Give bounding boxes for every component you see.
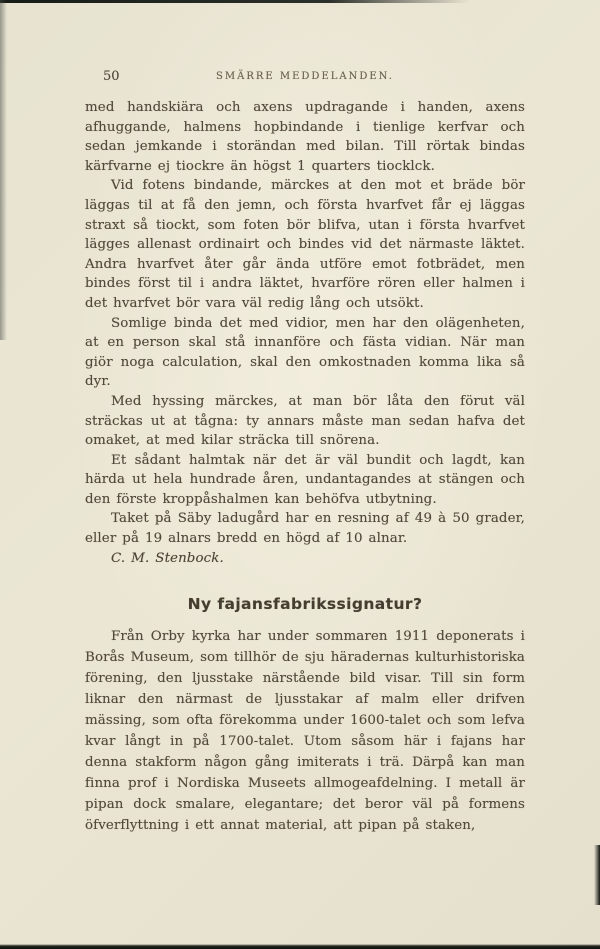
paragraph: Somlige binda det med vidior, men har den olägenheten, at en person skal stå innanföre och fästa vidian. När man giör noga calculation, skal den omkostnaden komma lika så dyr. [85, 315, 525, 390]
text-block [85, 68, 525, 836]
running-header-title: SMÄRRE MEDDELANDEN. [216, 71, 394, 82]
scan-edge-top [0, 0, 470, 3]
paragraph: Med hyssing märckes, at man bör låta den förut väl sträckas ut at tågna: ty annars måste man sedan hafva det omaket, at med kilar sträcka till snörena. [85, 393, 525, 449]
scan-edge-bottom [0, 944, 600, 949]
scan-edge-left [0, 0, 7, 340]
article-heading: Ny fajansfabrikssignatur? [187, 595, 423, 614]
author-signature: C. M. Stenbock. [111, 550, 224, 566]
page-number: 50 [103, 69, 120, 84]
article-halmtak [85, 98, 525, 568]
paragraph: Taket på Säby ladugård har en resning af 49 à 50 grader, eller på 19 alnars bredd en högd af 10 alnar. [85, 511, 525, 547]
paragraph: Från Orby kyrka har under sommaren 1911 deponerats i Borås Museum, som tillhör de sju häradernas kulturhistoriska förening, den ljusstake närstående bild visar. Till sin form liknar den närmast de ljusstakar af malm eller drifven mässing, som ofta förekomma under 1600-talet och som lefva kvar långt in på 1700-talet. Utom såsom här i fajans har denna stakform någon gång imiterats i trä. Därpå kan man finna prof i Nordiska Museets allmogeafdelning. I metall är pipan dock smalare, elegantare; det beror väl på formens öfverflyttning i ett annat material, att pipan på staken, [85, 629, 525, 834]
article-fajanssignatur [85, 595, 525, 836]
running-header-row [85, 68, 525, 84]
scan-edge-right [594, 845, 600, 905]
paragraph: Et sådant halmtak när det är väl bundit och lagdt, kan härda ut hela hundrade åren, undantagandes at stängen och den förste kroppåshalmen kan behöfva utbytning. [85, 452, 525, 507]
paragraph: Vid fotens bindande, märckes at den mot et bräde bör läggas til at få den jemn, och första hvarfvet får ej läggas straxt så tiockt, som foten bör blifva, utan i första hvarfvet lägges allenast ordinairt och bindes vid det närmaste läktet. Andra hvarfvet åter går ända utföre emot fotbrädet, men bindes först til i andra läktet, hvarföre rören eller halmen i det hvarfvet bör vara väl redig lång och utsökt. [85, 178, 525, 311]
paragraph: med handskiära och axens updragande i handen, axens afhuggande, halmens hopbindande i tienlige kerfvar och sedan jemkande i storändan med bilan. Till rörtak bindas kärfvarne ej tiockre än högst 1 quarters tiocklck. [85, 100, 525, 174]
